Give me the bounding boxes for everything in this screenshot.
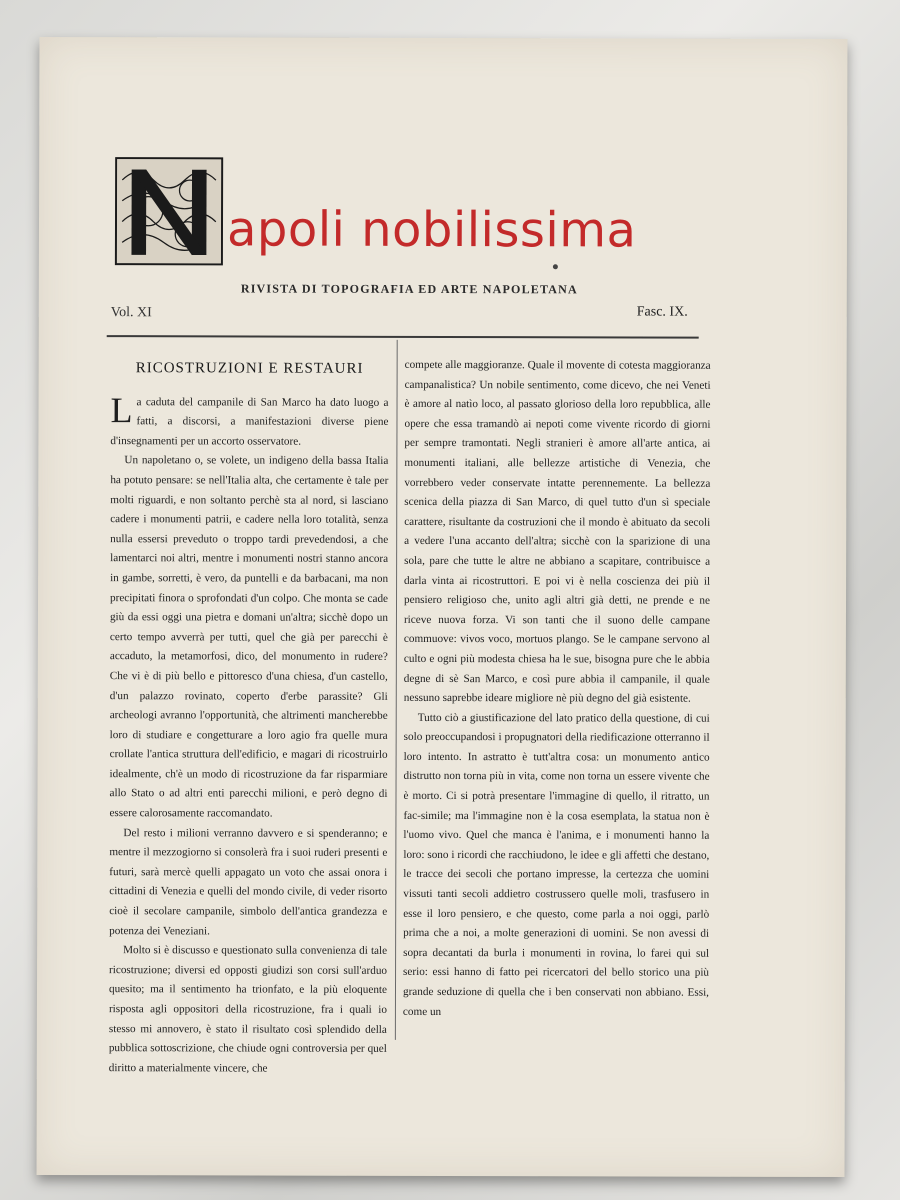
header-rule: [107, 335, 699, 339]
paragraph: Un napoletano o, se volete, un indigeno della bassa Italia ha potuto pensare: se nell'Italia alta, che certamente è tale per molti riguardi, e non soltanto perchè sta al nord, si lasciano cadere i monumenti patrii, e cadere nella loro totalità, senza nulla essersi preveduto o troppo tardi prevedendosi, a che lamentarci noi altri, mentre i monumenti nostri stanno ancora in gambe, sorretti, è vero, da puntelli e da barbacani, ma non precipitati finora o sprofondati d'un colpo. Che monta se cade giù da essi oggi una pietra e domani un'altra; sicchè dopo un certo tempo avverrà per tutti, quel che già per parecchi è accaduto, la metamorfosi, dico, del monumento in rudere? Che vi è di più bello e pittoresco d'una chiesa, d'un castello, d'un palazzo rovinato, coperto d'erbe parassite? Gli archeologi avranno l'opportunità, che altrimenti mancherebbe loro di studiare e congetturare a loro agio fra quelle mura crollate l'antica struttura dell'edificio, e magari di ricostruirlo idealmente, ch'è un modo di ricostruzione da far risparmiare allo Stato o ad altri enti parecchi milioni, e però degno di essere calorosamente raccomandato.: [109, 454, 389, 820]
ornament-dot: [553, 264, 558, 269]
right-column: [403, 356, 711, 1023]
paragraph: [110, 389, 389, 453]
ornamental-initial-icon: [117, 159, 221, 263]
journal-page: [37, 37, 848, 1177]
masthead: [115, 157, 755, 279]
column-rule: [395, 340, 398, 1040]
drop-cap: L: [110, 389, 133, 430]
paragraph: Molto si è discusso e questionato sulla convenienza di tale ricostruzione; diversi ed opposti giudizi son corsi sull'arduo quesito; ma il sentimento ha trionfato, e la più eloquente risposta agli oppositori della ricostruzione, fra i quali io stesso mi annovero, è stato il risultato così splendido della pubblica sottoscrizione, che chiude ogni controversia per quel diritto a materialmente vincere, che: [108, 944, 388, 1075]
fascicle-label: Fasc. IX.: [636, 304, 688, 320]
paragraph-text: a caduta del campanile di San Marco ha dato luogo a fatti, a discorsi, a manifestazioni diverse piene d'insegnamenti per un accorto osservatore.: [110, 395, 389, 448]
paragraph: compete alle maggioranze. Quale il movente di cotesta maggioranza campanalistica? Un nobile sentimento, come dicevo, che nei Veneti è amore al natìo loco, al passato glorioso della loro repubblica, alle opere che essa tramandò ai nepoti come vivente ricordo di giorni per sempre tramontati. Negli stranieri è amore all'arte antica, ai monumenti italiani, alle bellezze artistiche di Venezia, che vorrebbero veder conservate intatte perennemente. La bellezza scenica della piazza di San Marco, di quel tutto d'un sì speciale carattere, risultante da costruzioni che il mondo è abituato da secoli a vedere l'una accanto dell'altra; sicchè con la sparizione di una sola, pare che tutte le altre ne abbiano a scapitare, contribuisce a darla vinta ai ricostruttori. E poi vi è nella coscienza dei più il pensiero religioso che, unito agli altri già detti, ne prende e ne riceve nuova forza. Vi son tanti che il suono delle campane commuove: vivos voco, mortuos plango. Se le campane servono al culto e ogni più modesta chiesa ha le sue, bisogna pure che le abbia degne di sè San Marco, e così pure abbia il campanile, il quale nessuno saprebbe ideare migliore nè più degno del già esistente.: [403, 358, 711, 705]
left-column: [109, 355, 389, 1079]
journal-title-text: apoli nobilissima: [226, 201, 637, 259]
paragraph: Tutto ciò a giustificazione del lato pratico della questione, di cui solo preoccupandosi i propugnatori della riedificazione otterranno il loro intento. In astratto è tutt'altra cosa: un monumento antico distrutto non torna più in vita, come non torna un essere vivente che è morto. Ci si potrà presentare l'immagine di quello, il ritratto, un fac-simile; ma l'immagine non è la cosa esemplata, la statua non è l'uomo vivo. Quel che manca è l'anima, e i monumenti hanno la loro: sono i ricordi che racchiudono, le idee e gli affetti che destano, le tracce dei secoli che portano impresse, la certezza che uomini vissuti tanti secoli addietro costrussero quelle moli, trasfusero in esse il loro pensiero, e che questo, come parla a noi oggi, parlò prima che a noi, a molte generazioni di uomini. Se non avessi di sopra decantati da burla i monumenti in rovina, lo farei qui sul serio: essi hanno di fatto pei ricercatori del bello storico una più grande seduzione di quella che i ben conservati non abbiano. Essi, come un: [402, 711, 710, 1018]
journal-subtitle: RIVISTA DI TOPOGRAFIA ED ARTE NAPOLETANA: [240, 281, 578, 297]
paragraph: Del resto i milioni verranno davvero e si spenderanno; e mentre il mezzogiorno si consolerà fra i suoi ruderi presenti e futuri, sarà mercè quelli appagato un voto che assai onora i cittadini di Venezia e quelli del mondo civile, di veder risorto cioè il secolare campanile, simbolo dell'antica grandezza e potenza dei Veneziani.: [109, 826, 388, 938]
journal-title: [227, 201, 637, 258]
article-title: RICOSTRUZIONI E RESTAURI: [135, 360, 364, 377]
volume-label: Vol. XI: [110, 305, 152, 321]
ornamental-initial: [115, 157, 223, 265]
